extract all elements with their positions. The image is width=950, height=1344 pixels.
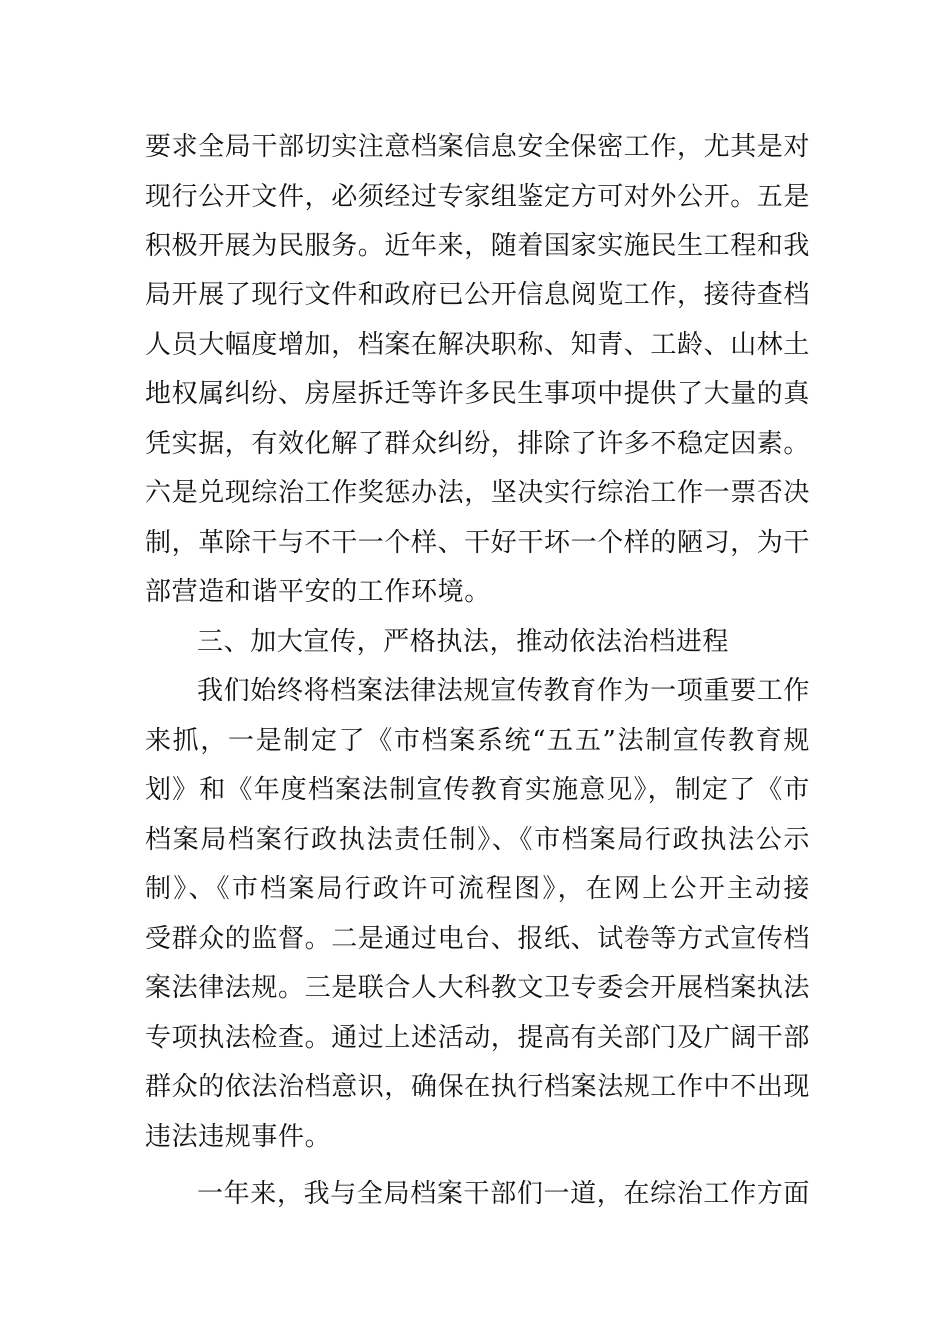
body-text-line: 我们始终将档案法律法规宣传教育作为一项重要工作 [197,676,810,706]
body-text-line: 划》和《年度档案法制宣传教育实施意见》，制定了《市 [145,775,810,805]
body-text-line: 局开展了现行文件和政府已公开信息阅览工作，接待查档 [145,280,811,310]
body-text-line: 部营造和谐平安的工作环境。 [145,577,491,607]
body-text-line: 地权属纠纷、房屋拆迁等许多民生事项中提供了大量的真 [145,379,811,409]
body-text-line: 来抓，一是制定了《市档案系统“五五”法制宣传教育规 [145,726,810,756]
body-text-line: 档案局档案行政执法责任制》、《市档案局行政执法公示 [145,825,810,855]
body-text-line: 群众的依法治档意识，确保在执行档案法规工作中不出现 [145,1072,811,1102]
body-text-line: 人员大幅度增加，档案在解决职称、知青、工龄、山林土 [145,330,811,360]
body-text-line: 案法律法规。三是联合人大科教文卫专委会开展档案执法 [145,973,811,1003]
body-text-line: 一年来，我与全局档案干部们一道，在综治工作方面 [197,1179,810,1209]
body-text-line: 专项执法检查。通过上述活动，提高有关部门及广阔干部 [145,1023,811,1053]
body-text-line: 积极开展为民服务。近年来，随着国家实施民生工程和我 [145,231,811,261]
body-text-line: 违法违规事件。 [145,1122,332,1152]
section-heading: 三、加大宣传，严格执法，推动依法治档进程 [197,627,730,657]
body-text-line: 受群众的监督。二是通过电台、报纸、试卷等方式宣传档 [145,924,811,954]
body-text-line: 制，革除干与不干一个样、干好干坏一个样的陋习，为干 [145,528,811,558]
body-text-line: 凭实据，有效化解了群众纠纷，排除了许多不稳定因素。 [145,429,811,459]
body-text-line: 要求全局干部切实注意档案信息安全保密工作，尤其是对 [145,132,811,162]
body-text-line: 制》、《市档案局行政许可流程图》，在网上公开主动接 [145,874,810,904]
body-text-line: 现行公开文件，必须经过专家组鉴定方可对外公开。五是 [145,182,811,212]
body-text-line: 六是兑现综治工作奖惩办法，坚决实行综治工作一票否决 [145,478,811,508]
